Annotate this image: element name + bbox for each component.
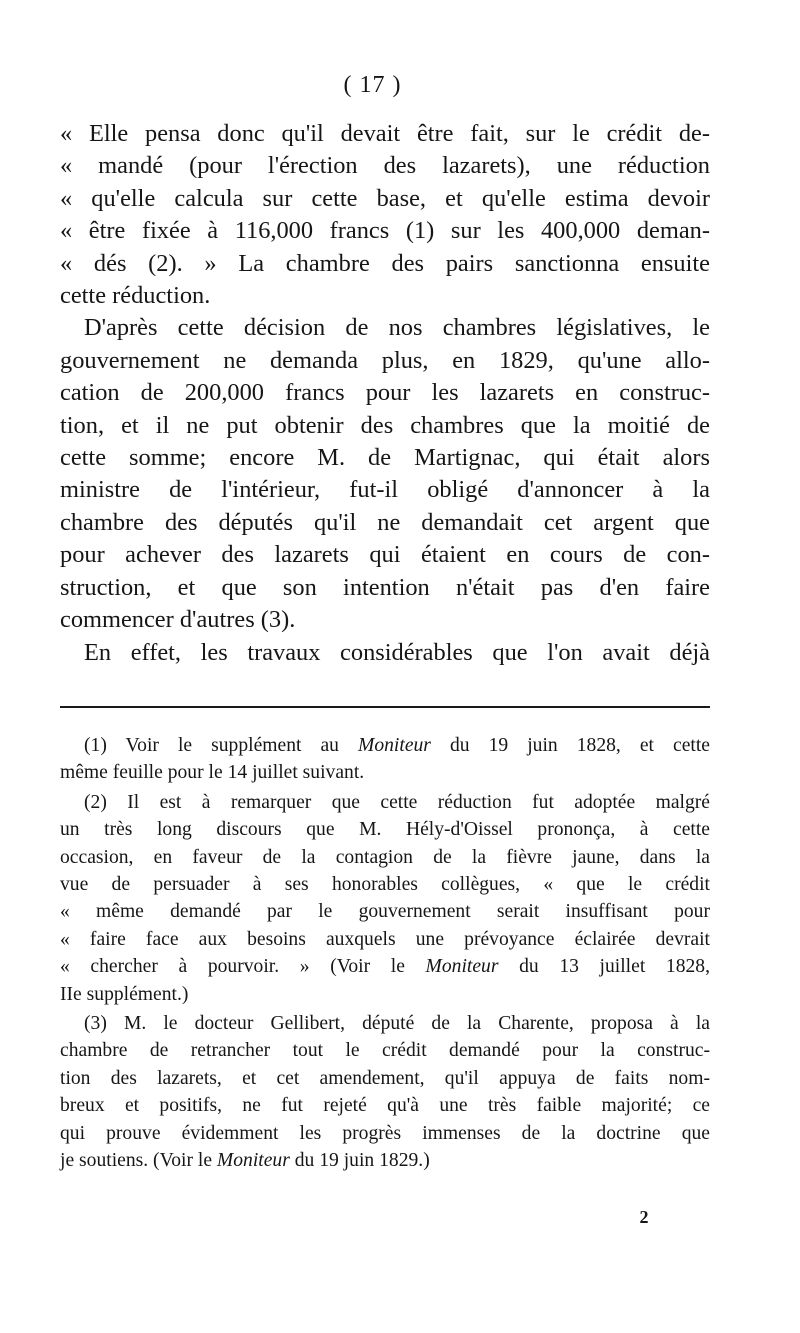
- footnote-line: [60, 953, 710, 980]
- footnote-divider: [60, 706, 710, 708]
- footnote-text: du 13 juillet 1828,: [498, 956, 710, 978]
- body-line: chambre des députés qu'il ne demandait cet argent que: [60, 508, 710, 536]
- footnote-text: du 19 juin 1829.): [289, 1150, 430, 1172]
- footnote-1: [60, 732, 710, 787]
- footnote-line: chambre de retrancher tout le crédit demandé pour la construc-: [60, 1040, 710, 1062]
- signature-mark: 2: [639, 1207, 649, 1227]
- footnote-line: tion des lazarets, et cet amendement, qu'il appuya de faits nom-: [60, 1067, 710, 1089]
- body-line: struction, et que son intention n'était pas d'en faire: [60, 573, 710, 601]
- footnote-line: « même demandé par le gouvernement serait insuffisant pour: [60, 901, 710, 923]
- footnote-line: [60, 1147, 710, 1174]
- body-line: « qu'elle calcula sur cette base, et qu'elle estima devoir: [60, 184, 710, 212]
- page-number: ( 17 ): [343, 72, 402, 98]
- footnote-citation: Moniteur: [216, 1150, 290, 1172]
- footnote-line: même feuille pour le 14 juillet suivant.: [60, 762, 365, 784]
- footnote-line: qui prouve évidemment les progrès immenses de la doctrine que: [60, 1122, 710, 1144]
- body-line: En effet, les travaux considérables que l'on avait déjà: [84, 638, 710, 666]
- footnotes: [60, 732, 710, 1175]
- footnote-2: [60, 789, 710, 1008]
- footnote-line: (3) M. le docteur Gellibert, député de la Charente, proposa à la: [84, 1013, 710, 1035]
- footnote-line: un très long discours que M. Hély-d'Oissel prononça, à cette: [60, 819, 710, 841]
- body-line: « mandé (pour l'érection des lazarets), une réduction: [60, 152, 710, 180]
- body-text: [60, 118, 710, 669]
- footnote-line: « faire face aux besoins auxquels une prévoyance éclairée devrait: [60, 928, 710, 950]
- body-line: cette somme; encore M. de Martignac, qui était alors: [60, 444, 710, 472]
- footnote-line: occasion, en faveur de la contagion de la fièvre jaune, dans la: [60, 846, 710, 868]
- body-line: « Elle pensa donc qu'il devait être fait, sur le crédit de-: [60, 120, 710, 147]
- footnote-3: [60, 1010, 710, 1174]
- body-line: « être fixée à 116,000 francs (1) sur les 400,000 deman-: [60, 217, 710, 245]
- body-line: « dés (2). » La chambre des pairs sanctionna ensuite: [60, 249, 710, 277]
- footnote-line: vue de persuader à ses honorables collègues, « que le crédit: [60, 874, 710, 896]
- footnote-line: (2) Il est à remarquer que cette réduction fut adoptée malgré: [84, 791, 710, 813]
- body-line: gouvernement ne demanda plus, en 1829, qu'une allo-: [60, 346, 710, 374]
- body-line: pour achever des lazarets qui étaient en cours de con-: [60, 541, 710, 569]
- footnote-citation: Moniteur: [358, 735, 431, 756]
- body-line: D'après cette décision de nos chambres législatives, le: [84, 314, 710, 342]
- body-line: commencer d'autres (3).: [60, 606, 296, 634]
- body-line: tion, et il ne put obtenir des chambres que la moitié de: [60, 411, 710, 439]
- footnote-text: « chercher à pourvoir. » (Voir le: [60, 956, 426, 978]
- footnote-line: [60, 732, 710, 759]
- footnote-text: (1) Voir le supplément au: [84, 735, 359, 756]
- footnote-citation: Moniteur: [425, 956, 499, 978]
- body-line: cation de 200,000 francs pour les lazarets en construc-: [60, 379, 710, 407]
- footnote-line: breux et positifs, ne fut rejeté qu'à une très faible majorité; ce: [60, 1095, 710, 1117]
- footnote-text: je soutiens. (Voir le: [60, 1150, 217, 1172]
- footnote-line: IIe supplément.): [60, 983, 189, 1005]
- body-line: ministre de l'intérieur, fut-il obligé d'annoncer à la: [60, 476, 710, 504]
- footnote-text: du 19 juin 1828, et cette: [430, 735, 711, 756]
- body-line: cette réduction.: [60, 282, 211, 310]
